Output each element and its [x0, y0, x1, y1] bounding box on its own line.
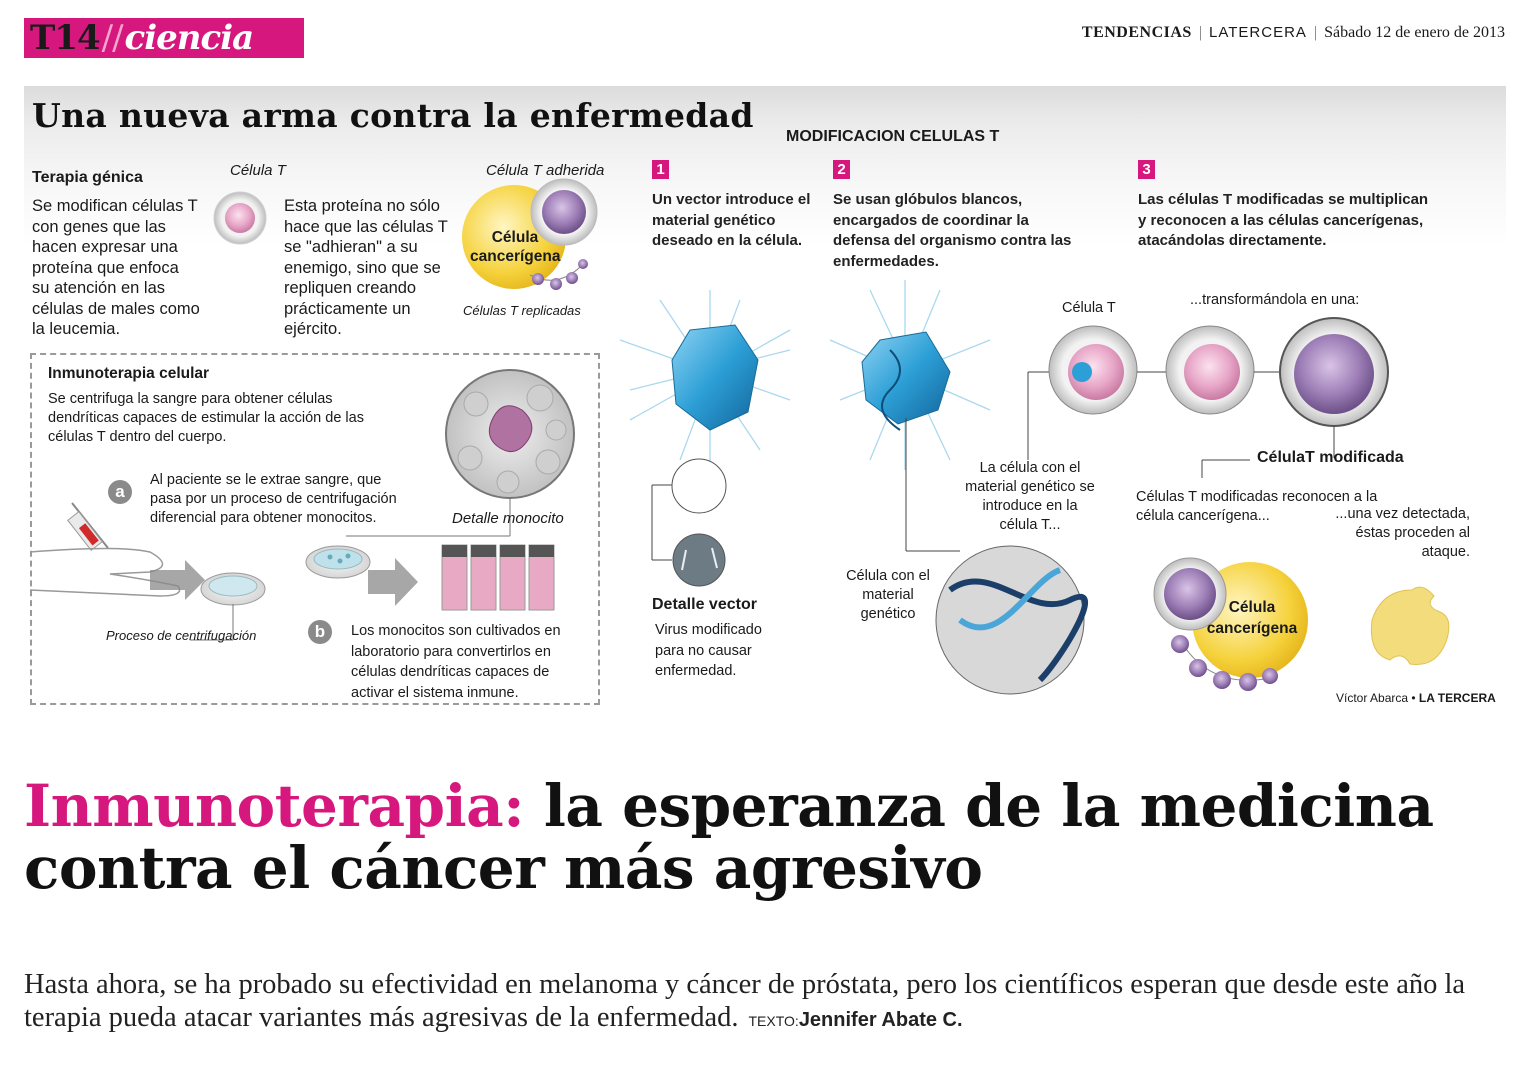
byline-name: Jennifer Abate C.	[798, 1009, 963, 1031]
step-3-text: Las células T modificadas se multiplican y reconocen a las células cancerígenas, atacándolas directamente.	[1138, 191, 1429, 249]
masthead-divider: |	[1198, 24, 1203, 41]
masthead-section: TENDENCIAS	[1081, 24, 1192, 41]
genetic-material-icon	[1072, 362, 1092, 382]
credit-paper: LA TERCERA	[1418, 691, 1496, 705]
tcell-nucleus-icon	[225, 203, 255, 233]
vector-detail-icon	[673, 534, 725, 586]
celula-t-step3-label: Célula T	[1062, 300, 1116, 316]
infographic-title: Una nueva arma contra la enfermedad	[32, 96, 754, 135]
step-3-number: 3	[1138, 160, 1155, 179]
step-b-badge: b	[308, 620, 332, 644]
transformandola-label: ...transformándola en una:	[1190, 292, 1360, 308]
una-vez-label: ...una vez detectada, éstas proceden al ataque.	[1335, 506, 1470, 560]
step-b-text: Los monocitos son cultivados en laboratorio para convertirlos en células dendríticas capaces de activar el sistema inmune.	[351, 623, 561, 701]
replicadas-label: Células T replicadas	[463, 303, 581, 318]
section-code: T14	[30, 18, 100, 58]
tcell-transforming-nucleus-icon	[1184, 344, 1240, 400]
vector-capsid-icon	[672, 325, 758, 430]
article-headline	[24, 772, 1504, 902]
genetic-capsid-icon	[862, 332, 950, 424]
cancer-cell-label: Célula cancerígena	[470, 229, 561, 265]
step-2-number: 2	[833, 160, 850, 179]
credit-author: Víctor Abarca	[1336, 691, 1409, 705]
headline-rest: la esperanza de la medicina contra el cáncer más agresivo	[24, 772, 1434, 902]
destroyed-cancer-cell-icon	[1371, 587, 1449, 664]
tcell-modified-nucleus-icon	[1294, 334, 1374, 414]
step-2-text: Se usan glóbulos blancos, encargados de coordinar la defensa del organismo contra las enfermedades.	[833, 191, 1072, 270]
celula-introduce-label: La célula con el material genético se introduce en la célula T...	[965, 460, 1095, 533]
byline-label: TEXTO:	[748, 1013, 799, 1029]
headline-accent: Inmunoterapia:	[24, 772, 525, 840]
vector-heading: Detalle vector	[652, 596, 757, 613]
deck-text: Hasta ahora, se ha probado su efectividad en melanoma y cáncer de próstata, pero los científicos esperan que desde este año la terapia pueda atacar variantes más agresivas de la enfermedad.	[24, 969, 1466, 1033]
masthead-divider: |	[1313, 24, 1318, 41]
detalle-monocito-label: Detalle monocito	[452, 510, 564, 527]
terapia-heading: Terapia génica	[32, 169, 143, 186]
terapia-text-2: Esta proteína no sólo hace que las células T se "adhieran" a su enemigo, sino que se repliquen creando prácticamente un ejército.	[284, 197, 448, 338]
inmuno-text: Se centrifuga la sangre para obtener células dendríticas capaces de estimular la acción de las células T dentro del cuerpo.	[48, 391, 364, 445]
reconocen-label: Células T modificadas reconocen a la célula cancerígena...	[1136, 489, 1378, 524]
section-name: ciencia	[124, 18, 254, 58]
infographic-credit: Víctor Abarca • LA TERCERA	[1336, 691, 1496, 705]
celula-material-label: Célula con el material genético	[846, 568, 930, 622]
masthead-paper: LATERCERA	[1209, 24, 1307, 41]
article-deck	[24, 968, 1504, 1038]
step-1-text: Un vector introduce el material genético deseado en la célula.	[652, 191, 811, 249]
infographic-subtitle: MODIFICACION CELULAS T	[786, 128, 1000, 145]
celula-t-modificada-label: CélulaT modificada	[1257, 449, 1404, 466]
vector-zoom-icon	[672, 459, 726, 513]
dna-detail-icon	[936, 546, 1084, 694]
proceso-label: Proceso de centrifugación	[106, 628, 257, 643]
inmuno-heading: Inmunoterapia celular	[48, 365, 210, 382]
step-a-text: Al paciente se le extrae sangre, que pasa por un proceso de centrifugación diferencial para obtener monocitos.	[150, 472, 397, 526]
masthead-date: Sábado 12 de enero de 2013	[1324, 24, 1505, 41]
celula-t-label: Célula T	[230, 162, 286, 179]
cancer-cell-attack-label: Célula cancerígena	[1206, 599, 1298, 637]
adherida-label: Célula T adherida	[486, 162, 605, 179]
step-1-number: 1	[652, 160, 669, 179]
vector-text: Virus modificado para no causar enfermedad.	[655, 622, 762, 679]
step-a-badge: a	[108, 480, 132, 504]
section-separator: //	[101, 18, 123, 58]
terapia-text: Se modifican células T con genes que las hacen expresar una proteína que enfoca su atención en las células de males como la leucemia.	[32, 197, 200, 338]
